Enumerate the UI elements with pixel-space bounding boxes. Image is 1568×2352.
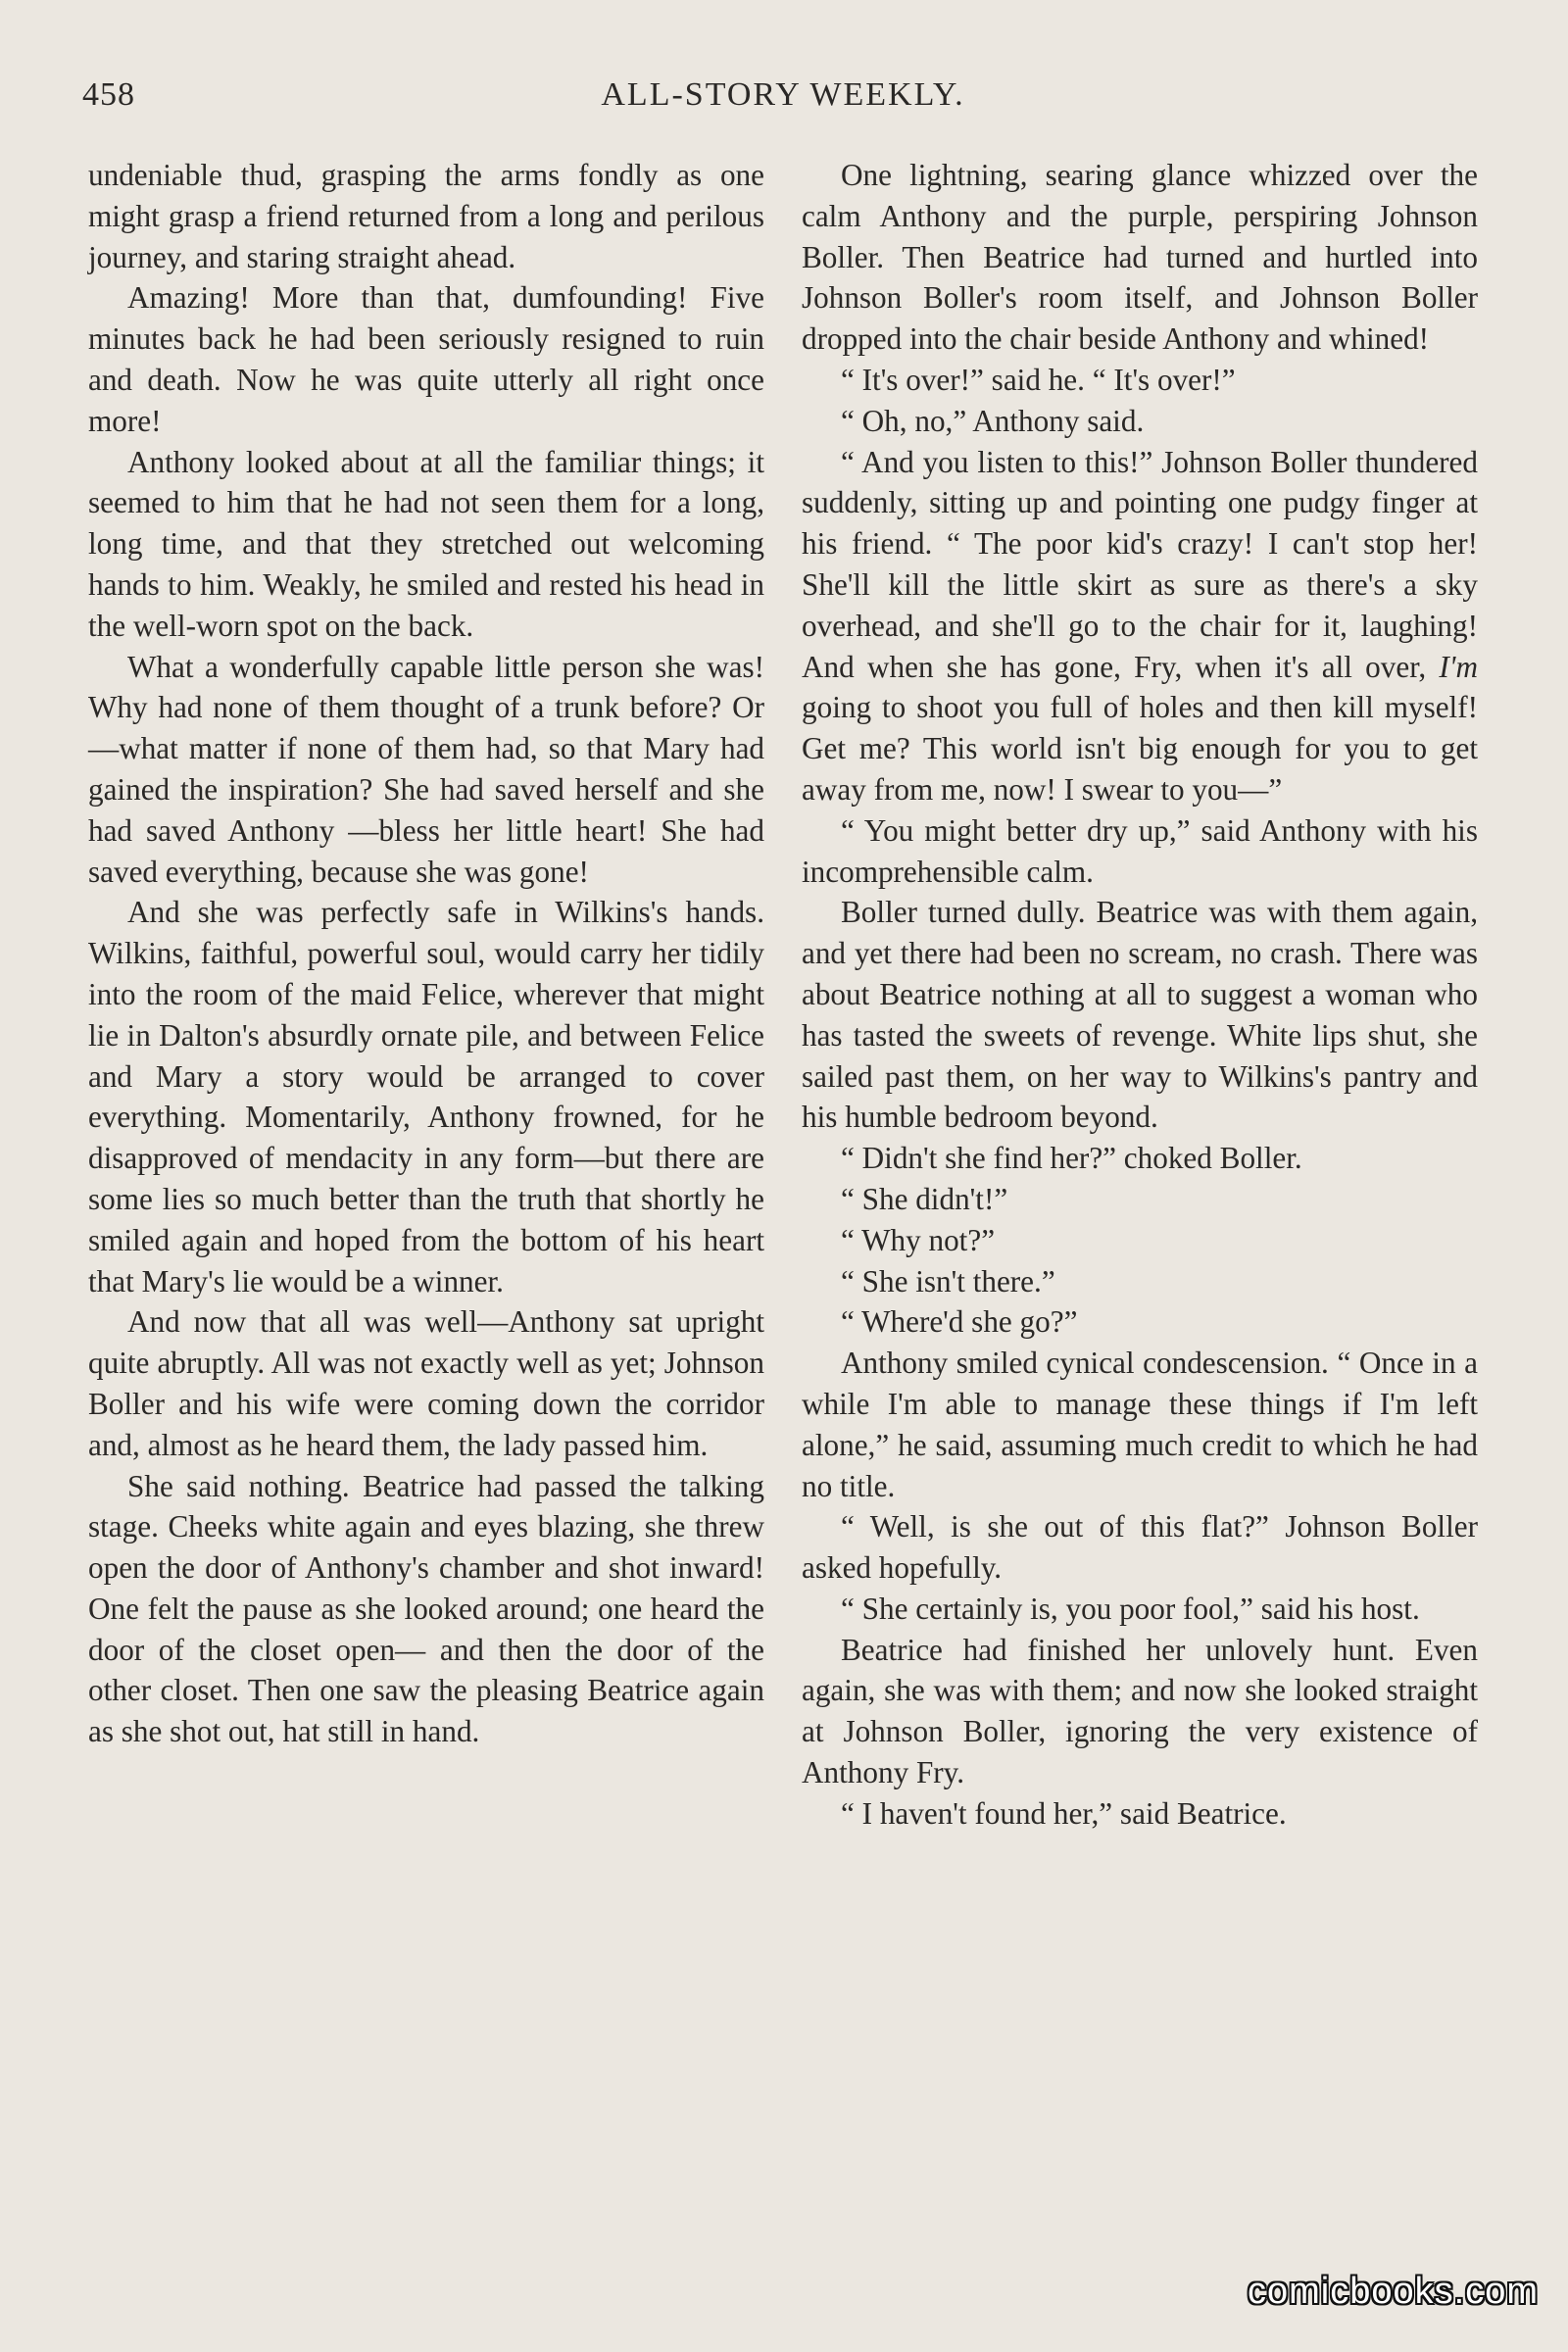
paragraph: She said nothing. Beatrice had passed the talking stage. Cheeks white again and eyes blazing, she threw open the door of Anthony's chamber and shot inward! One felt the pause as she looked around; one heard the door of the closet open— and then the door of the other closet. Then one saw the pleasing Beatrice again as she shot out, hat still in hand. [88, 1468, 764, 1749]
paragraph: And she was perfectly safe in Wilkins's hands. Wilkins, faithful, powerful soul, would carry her tidily into the room of the maid Felice, wherever that might lie in Dalton's absurdly ornate pile, and between Felice and Mary a story would be arranged to cover everything. Momentarily, Anthony frowned, for he disapproved of mendacity in any form—but there are some lies so much better than the truth that shortly he smiled again and hoped from the bottom of his heart that Mary's lie would be a winner. [88, 895, 764, 1298]
left-column [88, 155, 764, 1752]
page-number: 458 [82, 76, 135, 113]
paragraph: Anthony looked about at all the familiar things; it seemed to him that he had not seen them for a long, long time, and that they stretched out welcoming hands to him. Weakly, he smiled and rested his head in the well-worn spot on the back. [88, 444, 764, 643]
paragraph: One lightning, searing glance whizzed over the calm Anthony and the purple, perspiring Johnson Boller. Then Beatrice had turned and hurtled into Johnson Boller's room itself, and Johnson Boller dropped into the chair beside Anthony and whined! [802, 158, 1478, 357]
running-title: ALL-STORY WEEKLY. [601, 76, 965, 113]
paragraph: “ Where'd she go?” [841, 1304, 1078, 1340]
watermark-logo: comicbooks.com [1248, 2271, 1539, 2312]
paragraph: “ You might better dry up,” said Anthony with his incomprehensible calm. [802, 812, 1478, 889]
paragraph: Anthony smiled cynical condescension. “ Once in a while I'm able to manage these things if I'm left alone,” he said, assuming much credit to which he had no title. [802, 1346, 1478, 1503]
page-header [82, 76, 1484, 125]
paragraph: undeniable thud, grasping the arms fondly as one might grasp a friend returned from a long and perilous journey, and staring straight ahead. [88, 158, 764, 274]
paragraph: “ And you listen to this!” Johnson Boller thundered suddenly, sitting up and pointing one pudgy finger at his friend. “ The poor kid's crazy! I can't stop her! She'll kill the little skirt as sure as there's a sky overhead, and she'll go to the chair for it, laughing! And when she has gone, Fry, when it's all over, I'm going to shoot you full of holes and then kill myself! Get me? This world isn't big enough for you to get away from me, now! I swear to you—” [802, 444, 1478, 807]
paragraph: “ Why not?” [841, 1222, 996, 1257]
paragraph: Boller turned dully. Beatrice was with them again, and yet there had been no scream, no crash. There was about Beatrice nothing at all to suggest a woman who has tasted the sweets of revenge. White lips shut, she sailed past them, on her way to Wilkins's pantry and his humble bedroom beyond. [802, 895, 1478, 1135]
paragraph: “ She isn't there.” [841, 1263, 1055, 1298]
paragraph: Amazing! More than that, dumfounding! Five minutes back he had been seriously resigned to ruin and death. Now he was quite utterly all right once more! [88, 280, 764, 438]
paragraph: What a wonderfully capable little person she was! Why had none of them thought of a trunk before? Or—what matter if none of them had, so that Mary had gained the inspiration? She had saved herself and she had saved Anthony —bless her little heart! She had saved everything, because she was gone! [88, 649, 764, 889]
paragraph: “ It's over!” said he. “ It's over!” [841, 362, 1236, 397]
paragraph: “ She didn't!” [841, 1181, 1008, 1216]
paragraph: Beatrice had finished her unlovely hunt. Even again, she was with them; and now she looked straight at Johnson Boller, ignoring the very existence of Anthony Fry. [802, 1632, 1478, 1790]
paragraph: “ I haven't found her,” said Beatrice. [841, 1795, 1287, 1831]
paragraph: “ Well, is she out of this flat?” Johnson Boller asked hopefully. [802, 1509, 1478, 1586]
paragraph: “ Didn't she find her?” choked Boller. [841, 1141, 1302, 1176]
right-column [802, 155, 1478, 1835]
paragraph: “ She certainly is, you poor fool,” said his host. [841, 1591, 1420, 1626]
paragraph: And now that all was well—Anthony sat upright quite abruptly. All was not exactly well as yet; Johnson Boller and his wife were coming down the corridor and, almost as he heard them, the lady passed him. [88, 1304, 764, 1462]
emphasis: I'm [1439, 649, 1478, 684]
paragraph: “ Oh, no,” Anthony said. [841, 403, 1145, 438]
